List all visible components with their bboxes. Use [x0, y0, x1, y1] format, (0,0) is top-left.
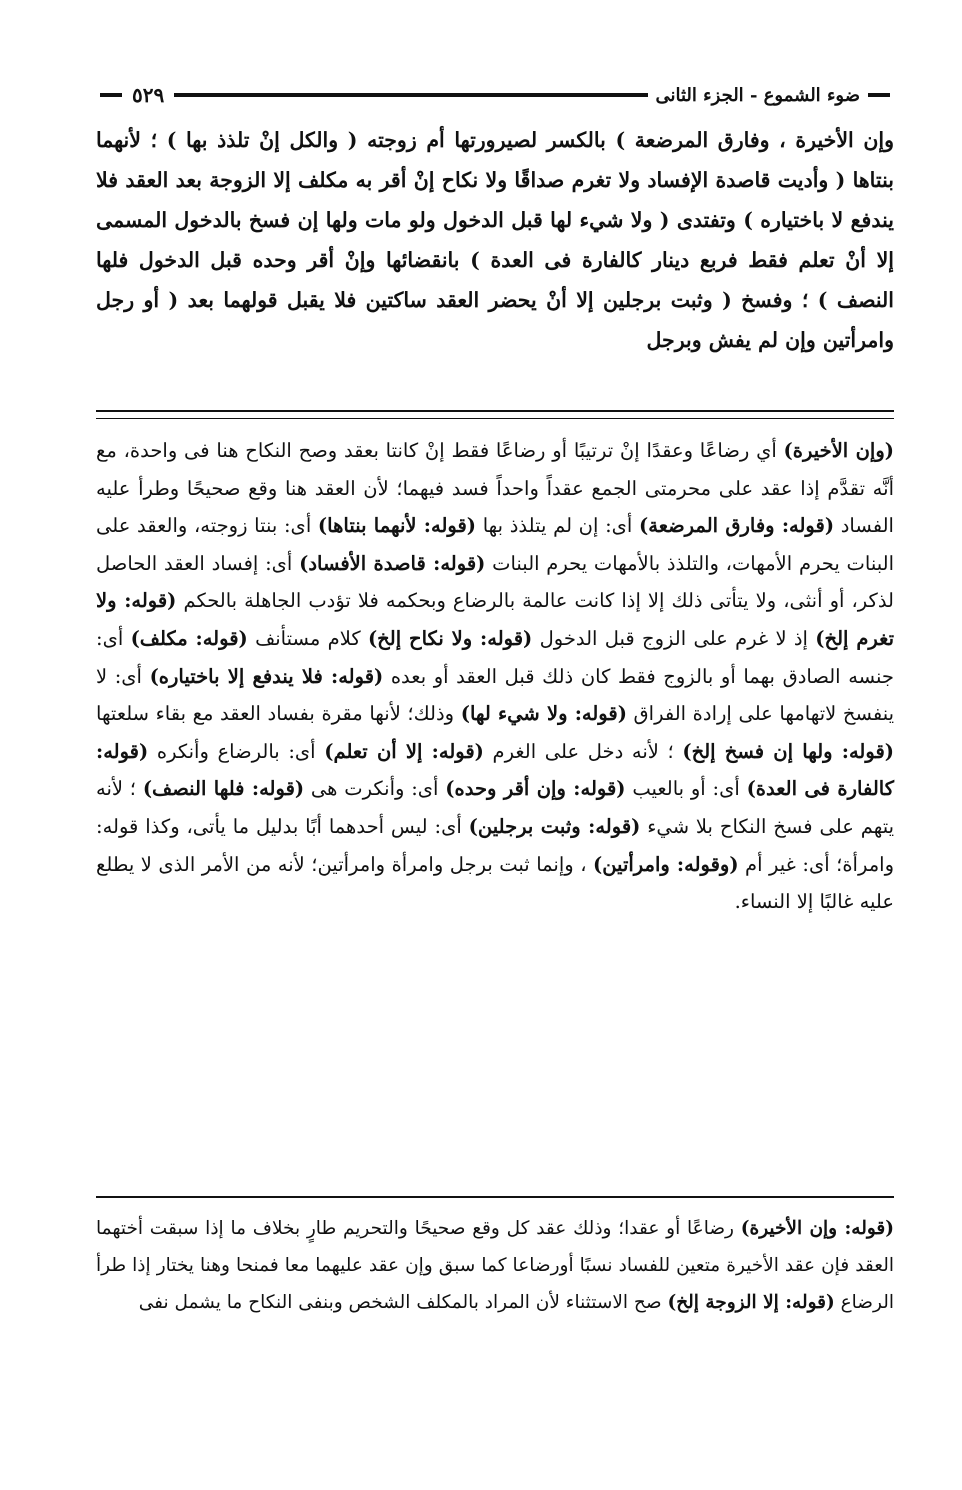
main-text-separator	[96, 410, 894, 419]
commentary-text: ؛ لأنه دخل على الغرم	[483, 739, 683, 763]
commentary-text: أى: إن لم يتلذذ بها	[476, 514, 640, 538]
citation-heading: (قوله: كالفارة فى العدة)	[96, 739, 894, 801]
citation-heading: (وإن الأخيرة)	[783, 439, 894, 462]
commentary-text: أى: أو بالعيب	[625, 777, 747, 801]
commentary-text: إذ لا غرم على الزوج قبل الدخول	[532, 626, 816, 650]
citation-heading: (قوله: ولا تغرم إلخ)	[96, 589, 895, 650]
citation-heading: (قوله: لأنهما بنتاها)	[317, 514, 477, 538]
commentary-text: أى: جنسه الصادق بهما أو بالزوج فقط كان ذلك قبل العقد أو بعده	[96, 626, 894, 688]
commentary-text: ؛ لأنه يتهم على فسخ النكاح بلا شيء	[96, 777, 895, 838]
citation-heading: (قوله: قاصدة الأفساد)	[299, 551, 486, 575]
running-header	[100, 78, 890, 112]
citation-heading: (قوله: إلا أن تعلم)	[324, 739, 484, 763]
commentary-text: أى: ليس أحدهما أبًا بدليل ما يأتى، وكذا قوله: وامرأة؛ أى: غير أم	[96, 814, 894, 876]
footnote-paragraph	[96, 1210, 894, 1321]
header-dash-left	[100, 93, 122, 97]
citation-heading: (قوله: وفارق المرضعة)	[639, 514, 835, 538]
commentary-text: أى: وأنكرت هى	[304, 777, 446, 801]
commentary-text: ، وإنما ثبت برجل وامرأة وامرأتين؛ لأنه من الأمر الذى لا يطلع عليه غالبًا إلا النساء.	[96, 852, 894, 914]
commentary-text: صح الاستثناء لأن المراد بالمكلف الشخص وبنفى النكاح ما يشمل نفى	[138, 1292, 668, 1313]
citation-heading: (قوله: مكلف)	[130, 626, 248, 650]
citation-heading: (قوله: فلها النصف)	[142, 777, 305, 801]
citation-heading: (قوله: ولها إن فسخ إلخ)	[682, 739, 894, 763]
commentary-text: أى: بالرضاع وأنكره	[148, 739, 325, 763]
page-number: ٥٢٩	[132, 83, 165, 107]
footnote-separator	[96, 1196, 894, 1198]
citation-heading: (قوله: وإن أقر وحده)	[445, 777, 626, 801]
commentary-text: رضاعًا أو عقدا؛ وذلك عقد كل وقع صحيحًا والتحريم طارٍ بخلاف ما إذا سبقت أختهما العقد فإن عقد الأخيرة متعين للفساد نسبًا أورضاعا كما سبق وإن عقد عليهما معا فمنحا وهنا يختار إذا طرأ الرضاع	[96, 1218, 894, 1313]
header-title: ضوء الشموع - الجزء الثانى	[655, 84, 860, 106]
header-dash-right	[868, 93, 890, 97]
commentary-text: أى: إفساد العقد الحاصل لذكر، أو أنثى، ولا يتأتى ذلك إلا إذا كانت عالمة بالرضاع وبحكمه فلا تؤدب الجاهلة بالحكم	[96, 551, 894, 613]
citation-heading: (قوله: إلا الزوجة إلخ)	[667, 1292, 835, 1313]
main-text-block	[96, 120, 894, 360]
commentary-block	[96, 432, 894, 921]
main-text-paragraph: وإن الأخيرة ، وفارق المرضعة ) بالكسر لصيرورتها أم زوجته ( والكل إنْ تلذذ بها ) ؛ لأنهما بنتاها ( وأديت قاصدة الإفساد ولا تغرم صداقًا ولا نكاح إنْ أقر به مكلف إلا الزوجة بعد العقد فلا يندفع لا باختياره ) وتفتدى ( ولا شيء لها قبل الدخول ولو مات ولها إن فسخ بالدخول المسمى إلا أنْ تعلم فقط فربع دينار كالفارة فى العدة ) بانقضائها وإنْ أقر وحده قبل الدخول فلها النصف ) ؛ وفسخ ( وثبت برجلين إلا أنْ يحضر العقد ساكتين فلا يقبل قولهما بعد ( أو رجل وامرأتين وإن لم يفش وبرجل	[96, 128, 894, 352]
commentary-text: وذلك؛ لأنها مقرة بفساد العقد مع بقاء سلعتها	[96, 702, 461, 726]
commentary-text: أي رضاعًا وعقدًا إنْ ترتيبًا أو رضاعًا فقط إنْ كانتا بعقد وصح النكاح هنا فى واحدة، مع أنَّه تقدَّم إذا عقد على محرمتى الجمع عقداً واحداً فسد فيهما؛ لأن العقد هنا وقع صحيحًا وطرأ عليه الفساد	[96, 439, 894, 538]
commentary-paragraph	[96, 432, 894, 921]
citation-heading: (قوله: ولا شيء لها)	[460, 702, 627, 726]
commentary-text: أى: بنتا زوجته، والعقد على البنات يحرم الأمهات، والتلذذ بالأمهات يحرم البنات	[96, 514, 894, 575]
citation-heading: (قوله: وإن الأخيرة)	[740, 1218, 894, 1239]
citation-heading: (وقوله: وامرأتين)	[592, 852, 739, 876]
citation-heading: (قوله: ولا نكاح إلخ)	[367, 626, 533, 650]
header-rule	[174, 93, 647, 97]
commentary-text: كلام مستأنف	[247, 626, 368, 650]
commentary-text: أى: لا ينفسخ لاتهامها على إرادة الفراق	[96, 664, 895, 726]
citation-heading: (قوله: وثبت برجلين)	[468, 814, 641, 838]
footnote-block	[96, 1210, 894, 1321]
citation-heading: (قوله: فلا يندفع إلا باختياره)	[149, 664, 384, 688]
